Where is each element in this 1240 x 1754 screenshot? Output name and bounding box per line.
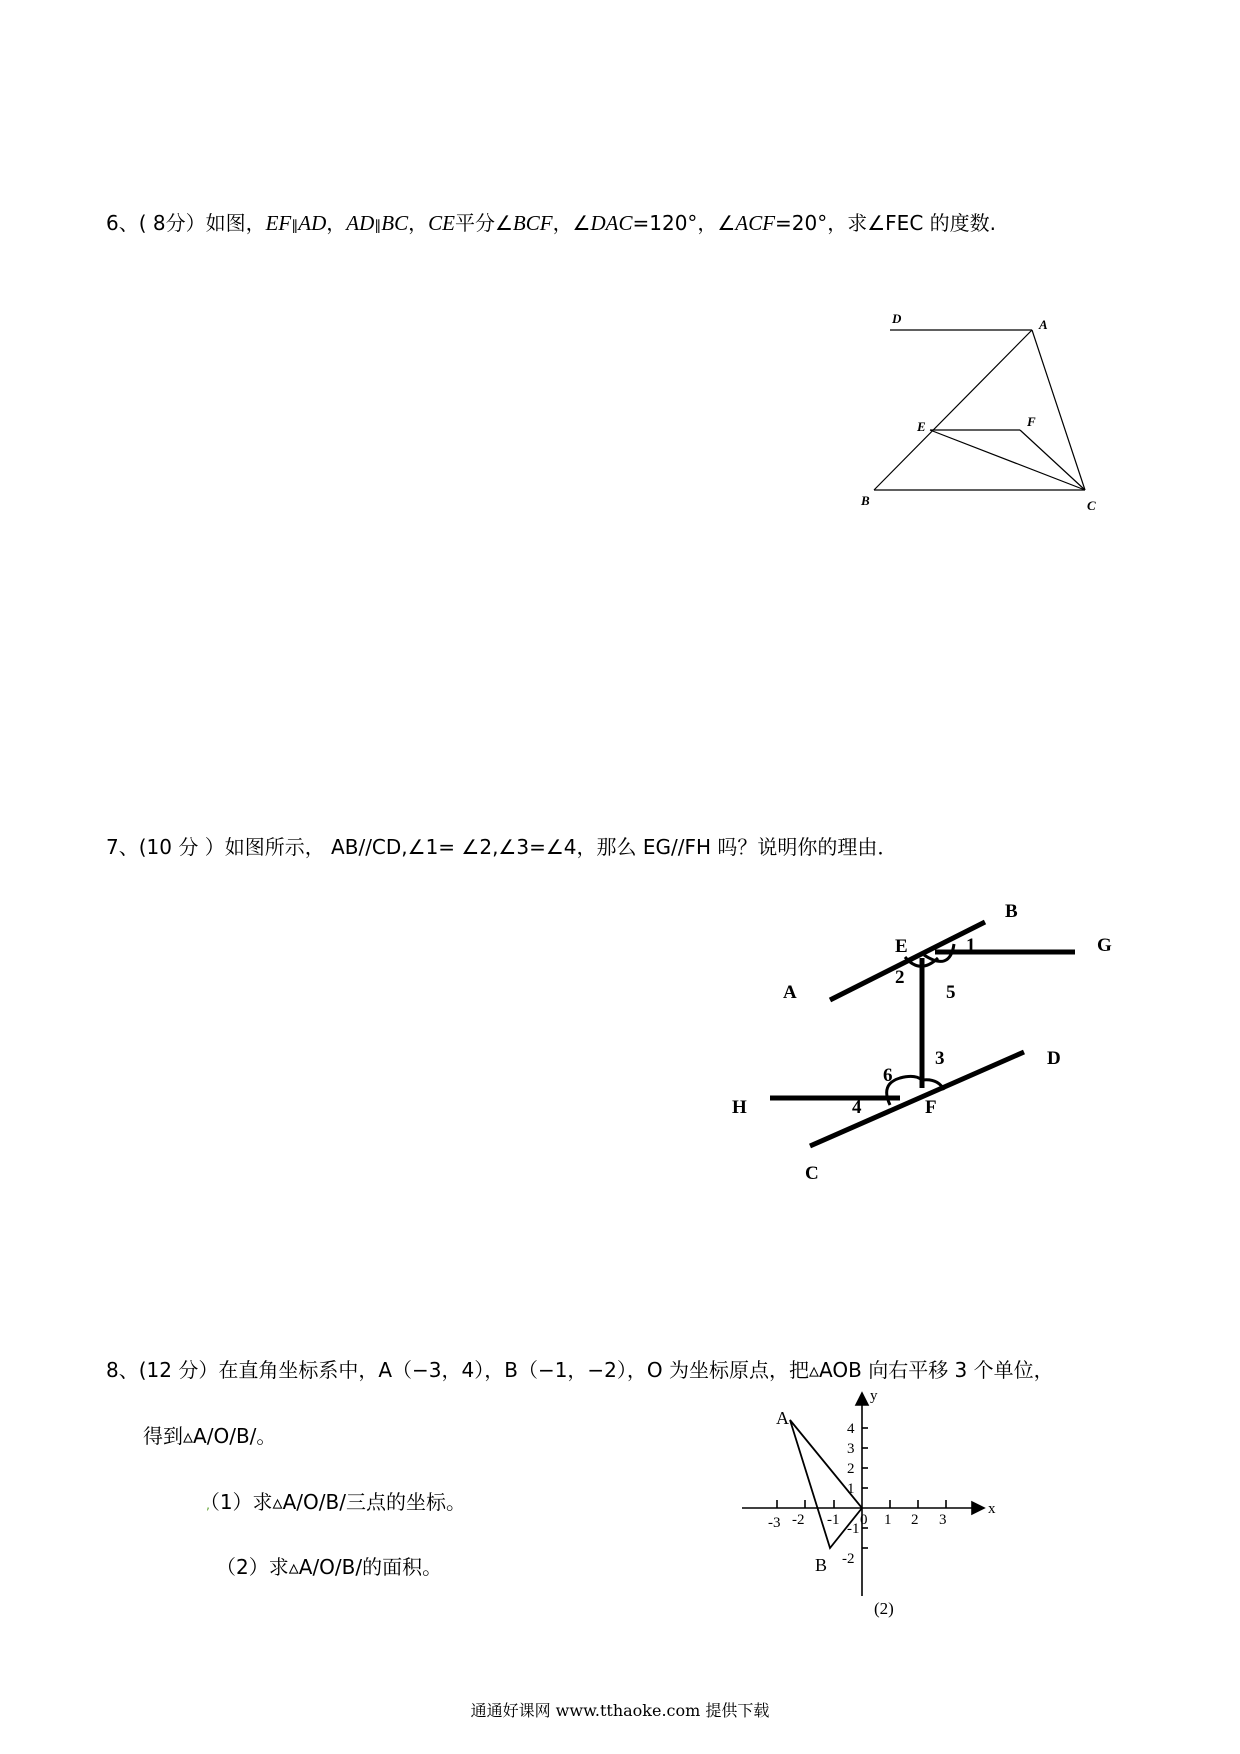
- x-tick-1: 1: [884, 1512, 892, 1528]
- q8-sub2: （2）求▵A/O/B/的面积。: [216, 1555, 443, 1579]
- label-a: A: [783, 982, 797, 1003]
- y-tick-4: 4: [847, 1421, 855, 1437]
- y-tick-marks: [862, 1428, 868, 1548]
- y-tick--2: -2: [842, 1551, 855, 1567]
- label-6: 6: [883, 1065, 893, 1086]
- point-a-label: A: [776, 1408, 789, 1428]
- y-arrow-icon: [856, 1393, 868, 1405]
- label-d: D: [1047, 1048, 1061, 1069]
- label-4: 4: [852, 1097, 862, 1118]
- x-tick-2: 2: [911, 1512, 919, 1528]
- label-c: C: [805, 1163, 819, 1184]
- q8-line1: 8、(12 分）在直角坐标系中，A（−3，4），B（−1，−2），O 为坐标原点，把▵AOB 向右平移 3 个单位，: [106, 1358, 1054, 1382]
- q6-text: 6、( 8分）如图，EF∥AD，AD∥BC，CE平分∠BCF，∠DAC=120°，∠ACF=20°，求∠FEC 的度数.: [106, 211, 997, 235]
- q7-text: 7、(10 分 ）如图所示， AB//CD,∠1= ∠2,∠3=∠4，那么 EG//FH 吗？说明你的理由．: [106, 835, 898, 859]
- y-label: y: [870, 1388, 878, 1404]
- x-tick--1: -1: [827, 1512, 840, 1528]
- label-g: G: [1097, 935, 1112, 956]
- x-label: x: [988, 1501, 996, 1517]
- label-h: H: [732, 1097, 747, 1118]
- figure-caption: (2): [874, 1599, 894, 1618]
- label-b: B: [1005, 901, 1018, 922]
- label-5: 5: [946, 982, 956, 1003]
- label-e: E: [895, 936, 908, 957]
- x-tick--2: -2: [792, 1512, 805, 1528]
- x-arrow-icon: [972, 1502, 984, 1514]
- label-3: 3: [935, 1048, 945, 1069]
- label-c: C: [1087, 498, 1096, 513]
- green-mark: ‚: [206, 1498, 210, 1512]
- label-2: 2: [895, 967, 905, 988]
- y-tick--1: -1: [847, 1521, 860, 1537]
- label-f: F: [925, 1097, 937, 1118]
- y-tick-1: 1: [847, 1481, 855, 1497]
- label-a: A: [1039, 317, 1048, 332]
- label-1: 1: [966, 935, 976, 956]
- label-b: B: [861, 493, 870, 508]
- footer: 通通好课网 www.tthaoke.com 提供下载: [470, 1701, 770, 1720]
- y-tick-3: 3: [847, 1441, 855, 1457]
- x-tick-0: 0: [860, 1512, 868, 1528]
- x-tick-3: 3: [939, 1512, 947, 1528]
- point-b-label: B: [815, 1555, 828, 1575]
- x-tick--3: -3: [768, 1515, 781, 1531]
- y-tick-2: 2: [847, 1461, 855, 1477]
- q8-sub1: ‚（1）求▵A/O/B/三点的坐标。: [206, 1490, 466, 1514]
- label-e: E: [917, 419, 926, 434]
- q8-line2: 得到▵A/O/B/。: [143, 1424, 277, 1448]
- label-d: D: [892, 311, 902, 326]
- label-f: F: [1027, 414, 1036, 429]
